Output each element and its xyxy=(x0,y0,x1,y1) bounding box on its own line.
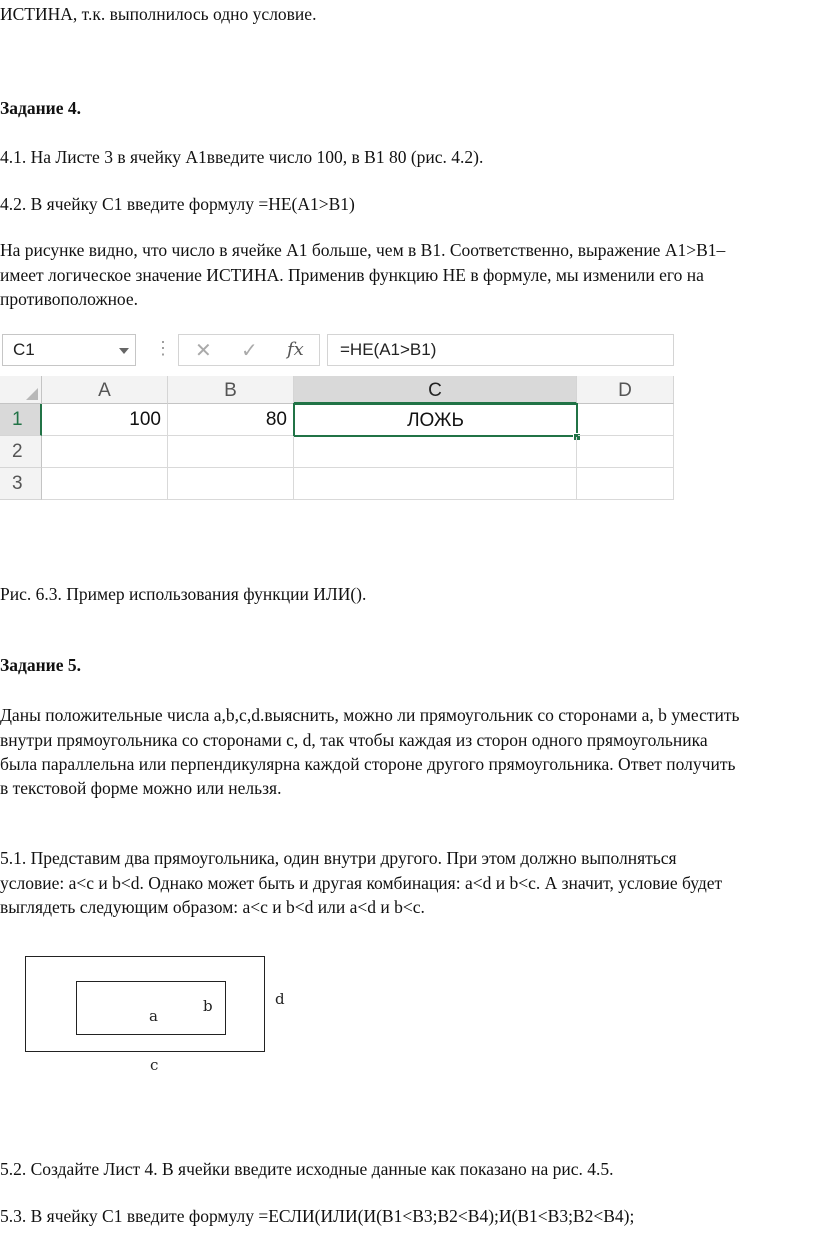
column-header-a[interactable]: A xyxy=(42,376,168,404)
cancel-icon[interactable]: ✕ xyxy=(195,340,212,362)
column-header-c[interactable]: C xyxy=(294,376,577,404)
formula-bar xyxy=(0,326,674,370)
name-box-value: C1 xyxy=(13,340,35,359)
column-header-d[interactable]: D xyxy=(577,376,674,404)
task-5-line-3: была параллельна или перпендикулярна каждой стороне другого прямоугольника. Ответ получить xyxy=(0,754,736,774)
explanation-line-1: На рисунке видно, что число в ячейке А1 больше, чем в В1. Соответственно, выражение А1>В1– xyxy=(0,240,726,260)
rectangles-diagram xyxy=(0,946,320,1086)
task-5-heading: Задание 5. xyxy=(0,655,82,675)
explanation-line-2: имеет логическое значение ИСТИНА. Применив функцию НЕ в формуле, мы изменили его на xyxy=(0,265,704,285)
cell-d1[interactable] xyxy=(578,404,674,436)
step-5-1-line-2: условие: a<c и b<d. Однако может быть и другая комбинация: a<d и b<c. А значит, условие будет xyxy=(0,873,723,893)
cell-d3[interactable] xyxy=(577,468,674,500)
spreadsheet-figure xyxy=(0,324,674,504)
formula-buttons xyxy=(178,334,320,366)
label-b: b xyxy=(203,997,213,1015)
column-header-b[interactable]: B xyxy=(168,376,294,404)
label-a: a xyxy=(149,1007,158,1025)
step-5-3: 5.3. В ячейку С1 введите формулу =ЕСЛИ(ИЛИ(И(В1<В3;В2<В4);И(В1<В3;В2<В4); xyxy=(0,1206,635,1226)
label-c: c xyxy=(150,1056,159,1074)
cell-c1[interactable]: ЛОЖЬ xyxy=(293,403,578,437)
step-5-2: 5.2. Создайте Лист 4. В ячейки введите исходные данные как показано на рис. 4.5. xyxy=(0,1159,614,1179)
step-5-1-line-3: выглядеть следующим образом: a<c и b<d или a<d и b<c. xyxy=(0,897,425,917)
function-icon[interactable]: fx xyxy=(287,339,304,360)
name-box[interactable] xyxy=(2,334,136,366)
cell-a3[interactable] xyxy=(42,468,168,500)
task-5-line-2: внутри прямоугольника со сторонами c, d, так чтобы каждая из сторон одного прямоугольника xyxy=(0,730,708,750)
step-5-1-line-1: 5.1. Представим два прямоугольника, один внутри другого. При этом должно выполняться xyxy=(0,848,677,868)
task-5-line-1: Даны положительные числа a,b,c,d.выяснить, можно ли прямоугольник со сторонами a, b уместить xyxy=(0,705,740,725)
row-header-3[interactable]: 3 xyxy=(0,468,42,500)
cell-b3[interactable] xyxy=(168,468,294,500)
text-line-result: ИСТИНА, т.к. выполнилось одно условие. xyxy=(0,4,317,24)
cell-c2[interactable] xyxy=(294,437,577,468)
select-all-corner[interactable] xyxy=(0,376,42,404)
explanation-line-3: противоположное. xyxy=(0,289,139,309)
more-vertical-icon: ⋮ xyxy=(154,338,172,358)
formula-input[interactable] xyxy=(327,334,674,366)
cell-b1[interactable]: 80 xyxy=(168,404,294,436)
task-5-line-4: в текстовой форме можно или нельзя. xyxy=(0,778,282,798)
task-4-heading: Задание 4. xyxy=(0,98,82,118)
figure-caption: Рис. 6.3. Пример использования функции ИЛИ(). xyxy=(0,584,367,604)
step-4-1: 4.1. На Листе 3 в ячейку А1введите число 100, в В1 80 (рис. 4.2). xyxy=(0,147,484,167)
label-d: d xyxy=(275,990,285,1008)
cell-c3[interactable] xyxy=(294,468,577,500)
formula-text: =НЕ(A1>B1) xyxy=(340,340,437,359)
enter-icon[interactable]: ✓ xyxy=(241,340,258,362)
cell-a1[interactable]: 100 xyxy=(42,404,168,436)
row-header-1[interactable]: 1 xyxy=(0,404,42,436)
cell-a2[interactable] xyxy=(42,436,168,468)
cell-d2[interactable] xyxy=(577,436,674,468)
cell-b2[interactable] xyxy=(168,436,294,468)
chevron-down-icon[interactable] xyxy=(119,348,129,354)
step-4-2: 4.2. В ячейку С1 введите формулу =НЕ(А1>В1) xyxy=(0,194,355,214)
row-header-2[interactable]: 2 xyxy=(0,436,42,468)
